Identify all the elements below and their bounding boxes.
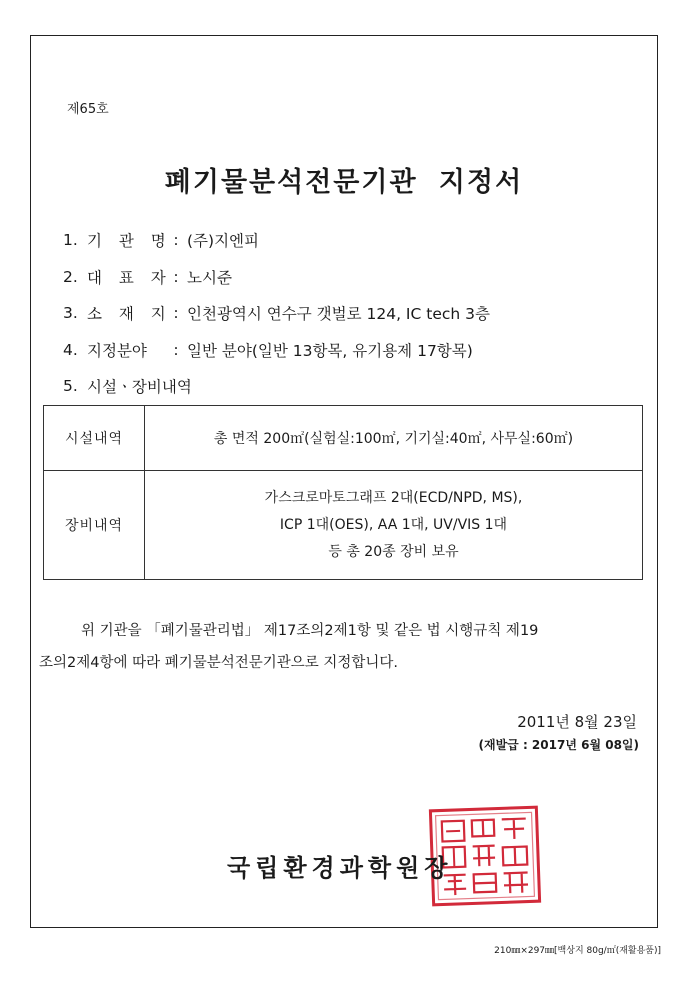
item-label: 지정분야 (87, 341, 147, 360)
item-number: 2. (63, 267, 78, 286)
item-colon: : (173, 267, 179, 286)
table-row (44, 471, 643, 580)
item-colon: : (173, 231, 179, 250)
certificate-number: 제65호 (67, 102, 109, 117)
item-address (63, 295, 643, 332)
item-number: 5. (63, 377, 78, 396)
issuer-name: 국립환경과학원장 (227, 854, 453, 882)
item-colon: : (173, 340, 179, 359)
designation-statement (39, 615, 651, 679)
item-colon: : (173, 304, 179, 323)
item-label: 시설ㆍ장비내역 (87, 378, 192, 397)
document-title: 폐기물분석전문기관 지정서 (164, 167, 524, 198)
item-number: 1. (63, 231, 78, 250)
item-number: 4. (63, 340, 78, 359)
facility-equipment-table (43, 405, 643, 580)
statement-line: 위 기관을 「폐기물관리법」 제17조의2제1항 및 같은 법 시행규칙 제19 (81, 623, 539, 639)
item-value: (주)지엔피 (187, 232, 259, 251)
equipment-label-cell: 장비내역 (44, 471, 145, 580)
issue-date: 2011년 8월 23일 (517, 713, 637, 731)
paper-spec-note: 210㎜×297㎜[백상지 80g/㎡(재활용품)] (494, 946, 661, 956)
item-list (63, 222, 643, 405)
equipment-line: ICP 1대(OES), AA 1대, UV/VIS 1대 (279, 516, 508, 533)
table-row (44, 406, 643, 471)
item-label: 기 관 명 (87, 232, 172, 251)
item-label: 소 재 지 (87, 305, 172, 324)
equipment-line: 가스크로마토그래프 2대(ECD/NPD, MS), (264, 489, 523, 506)
reissue-stamp: (재발급 : 2017년 6월 08일) (478, 738, 639, 752)
item-facility-equipment (63, 368, 643, 405)
item-number: 3. (63, 304, 78, 323)
statement-line: 조의2제4항에 따라 폐기물분석전문기관으로 지정합니다. (39, 655, 399, 671)
facility-label-cell: 시설내역 (44, 406, 145, 471)
item-label: 대 표 자 (87, 268, 172, 287)
equipment-line: 등 총 20종 장비 보유 (328, 543, 459, 560)
item-representative (63, 259, 643, 296)
equipment-value-cell (145, 471, 643, 580)
item-institution-name (63, 222, 643, 259)
certificate-frame (30, 35, 658, 928)
item-value: 노시준 (187, 268, 232, 287)
facility-value-cell: 총 면적 200㎡(실험실:100㎡, 기기실:40㎡, 사무실:60㎡) (145, 406, 643, 471)
item-value: 인천광역시 연수구 갯벌로 124, IC tech 3층 (187, 305, 490, 324)
item-designated-field (63, 332, 643, 369)
item-value: 일반 분야(일반 13항목, 유기용제 17항목) (187, 341, 473, 360)
